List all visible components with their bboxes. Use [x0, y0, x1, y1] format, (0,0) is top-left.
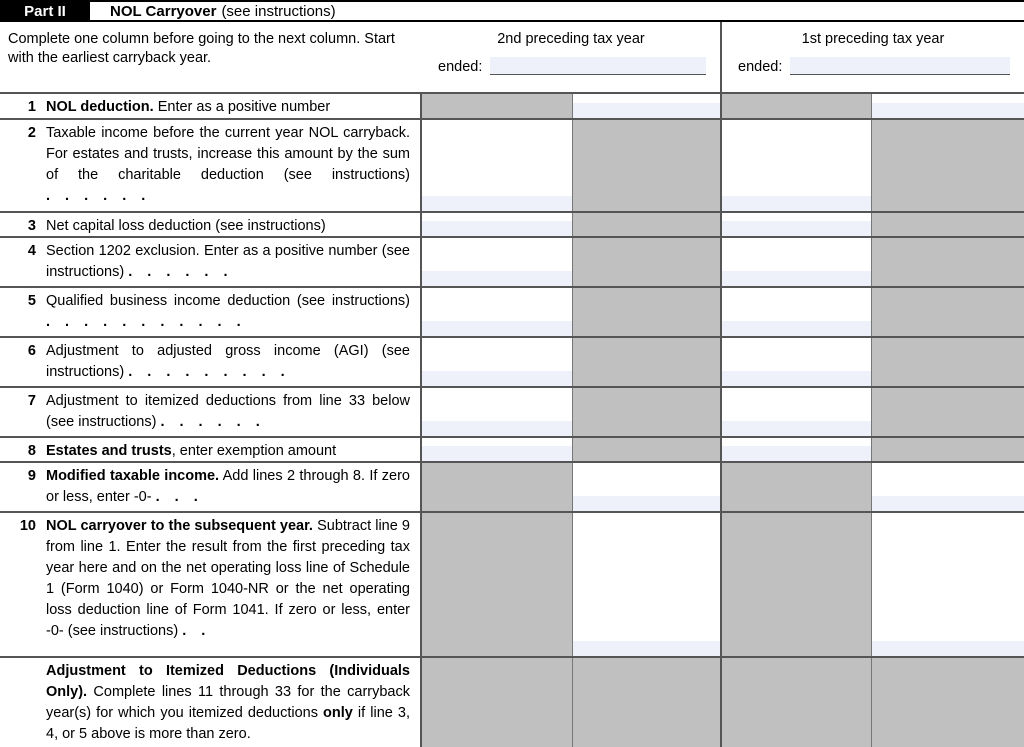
line-8-number: 8 — [27, 443, 36, 459]
entry-underline — [422, 221, 572, 236]
year-column-2nd-ended-row — [422, 47, 720, 75]
footer-note-bold: Adjustment to Itemized Deductions (Individuals Only). — [46, 663, 410, 700]
footer-col1-entry — [422, 658, 573, 747]
entry-underline — [422, 446, 572, 461]
table-row — [0, 94, 1024, 120]
line-3-description — [0, 213, 422, 236]
line-9-col2-cents[interactable] — [872, 463, 1024, 511]
entry-underline — [722, 271, 871, 286]
line-1-description — [0, 94, 422, 118]
line-10-col1-entry — [422, 513, 573, 656]
line-4-col2-entry[interactable] — [722, 238, 872, 286]
footer-note-emphasis: only — [323, 705, 353, 721]
part-header-bar — [0, 0, 1024, 22]
line-10-text — [46, 516, 410, 642]
line-10-col1-cents[interactable] — [573, 513, 722, 656]
line-8-cells — [422, 438, 1024, 461]
line-6-cells — [422, 338, 1024, 386]
line-2-description — [0, 120, 422, 211]
line-6-leader-dots: . . . . . . . . . — [128, 364, 291, 380]
footer-note-row — [0, 658, 1024, 747]
year-column-1st-preceding — [722, 22, 1024, 94]
table-row — [0, 438, 1024, 463]
entry-underline — [722, 371, 871, 386]
line-8-col1-cents — [573, 438, 722, 461]
line-7-col1-cents — [573, 388, 722, 436]
line-8-col2-cents — [872, 438, 1024, 461]
column-instructions: Complete one column before going to the next column. Start with the earliest carryback year. — [0, 22, 422, 94]
entry-underline — [722, 421, 871, 436]
part-title-note: (see instructions) — [221, 2, 336, 20]
line-4-rest: Section 1202 exclusion. Enter as a positive number (see instructions) — [46, 243, 410, 280]
line-9-number: 9 — [27, 468, 36, 484]
line-5-rest: Qualified business income deduction (see instructions) — [46, 293, 410, 309]
entry-underline — [573, 641, 720, 656]
line-9-leader-dots: . . . — [155, 489, 204, 505]
year-column-1st-title: 1st preceding tax year — [801, 31, 945, 47]
entry-underline — [573, 496, 720, 511]
table-row — [0, 213, 1024, 238]
entry-underline — [422, 421, 572, 436]
line-10-col2-cents[interactable] — [872, 513, 1024, 656]
table-row — [0, 388, 1024, 438]
line-5-leader-dots: . . . . . . . . . . . — [46, 314, 247, 330]
line-4-number: 4 — [27, 243, 36, 259]
line-5-text — [46, 291, 410, 333]
line-5-col1-cents — [573, 288, 722, 336]
line-3-text — [46, 216, 410, 237]
footer-note-part1: Complete lines 11 through 33 for the carryback year(s) for which you itemized deductions — [46, 684, 410, 721]
line-2-text — [46, 123, 410, 207]
line-8-description — [0, 438, 422, 461]
footer-note-part2: if line 3, 4, or 5 above is more than zero. — [46, 705, 410, 742]
line-1-bold: NOL deduction. — [46, 99, 154, 115]
line-10-bold: NOL carryover to the subsequent year. — [46, 518, 313, 534]
line-7-text — [46, 391, 410, 433]
line-3-cells — [422, 213, 1024, 236]
line-1-col1-cents[interactable] — [573, 94, 722, 118]
ended-label-2nd: ended: — [438, 59, 483, 75]
footer-col2-entry — [722, 658, 872, 747]
entry-underline — [422, 371, 572, 386]
line-3-col2-entry[interactable] — [722, 213, 872, 236]
line-4-col2-cents — [872, 238, 1024, 286]
line-8-bold: Estates and trusts — [46, 443, 172, 459]
table-row — [0, 120, 1024, 213]
entry-underline — [573, 103, 720, 118]
table-row — [0, 513, 1024, 658]
entry-underline — [872, 103, 1024, 118]
line-3-col2-cents — [872, 213, 1024, 236]
table-row — [0, 338, 1024, 388]
line-9-text — [46, 466, 410, 508]
footer-note-description — [0, 658, 422, 747]
line-2-col1-cents — [573, 120, 722, 211]
line-9-bold: Modified taxable income. — [46, 468, 220, 484]
line-7-col2-entry[interactable] — [722, 388, 872, 436]
part-title — [90, 2, 1024, 20]
line-4-leader-dots: . . . . . . — [128, 264, 234, 280]
line-7-rest: Adjustment to itemized deductions from line 33 below (see instructions) — [46, 393, 410, 430]
line-2-number: 2 — [27, 125, 36, 141]
line-4-text — [46, 241, 410, 283]
line-4-description — [0, 238, 422, 286]
line-1-col2-cents[interactable] — [872, 94, 1024, 118]
entry-underline — [872, 496, 1024, 511]
line-1-text — [46, 97, 410, 118]
entry-underline — [722, 446, 871, 461]
year-column-2nd-preceding — [422, 22, 722, 94]
entry-underline — [422, 196, 572, 211]
line-1-col2-entry — [722, 94, 872, 118]
line-10-col2-entry — [722, 513, 872, 656]
line-8-col1-entry[interactable] — [422, 438, 573, 461]
line-7-col1-entry[interactable] — [422, 388, 573, 436]
table-row — [0, 463, 1024, 513]
line-10-cells — [422, 513, 1024, 656]
line-6-col1-entry[interactable] — [422, 338, 573, 386]
line-3-col1-entry[interactable] — [422, 213, 573, 236]
line-5-col1-entry[interactable] — [422, 288, 573, 336]
line-4-cells — [422, 238, 1024, 286]
line-1-col1-entry — [422, 94, 573, 118]
line-2-cells — [422, 120, 1024, 211]
line-7-cells — [422, 388, 1024, 436]
line-5-description — [0, 288, 422, 336]
line-2-col2-cents — [872, 120, 1024, 211]
table-row — [0, 288, 1024, 338]
line-9-col1-cents[interactable] — [573, 463, 722, 511]
footer-note-text — [46, 661, 410, 745]
line-9-col2-entry — [722, 463, 872, 511]
line-3-col1-cents — [573, 213, 722, 236]
line-7-number: 7 — [27, 393, 36, 409]
line-1-rest: Enter as a positive number — [153, 99, 331, 115]
line-5-cells — [422, 288, 1024, 336]
year-column-1st-ended-row — [722, 47, 1024, 75]
footer-col1-cents — [573, 658, 722, 747]
line-6-col1-cents — [573, 338, 722, 386]
line-7-description — [0, 388, 422, 436]
line-6-col2-entry[interactable] — [722, 338, 872, 386]
line-2-col2-entry[interactable] — [722, 120, 872, 211]
line-8-col2-entry[interactable] — [722, 438, 872, 461]
line-8-rest: , enter exemption amount — [171, 443, 337, 459]
line-3-rest: Net capital loss deduction (see instructions) — [46, 218, 326, 234]
ended-label-1st: ended: — [738, 59, 783, 75]
entry-underline — [722, 196, 871, 211]
form-line-rows — [0, 94, 1024, 747]
line-10-description — [0, 513, 422, 656]
line-1-number: 1 — [27, 99, 36, 115]
line-9-description — [0, 463, 422, 511]
line-6-col2-cents — [872, 338, 1024, 386]
entry-underline — [422, 271, 572, 286]
line-2-leader-dots: . . . . . . — [46, 188, 151, 204]
entry-underline — [872, 641, 1024, 656]
line-7-col2-cents — [872, 388, 1024, 436]
line-6-description — [0, 338, 422, 386]
line-6-number: 6 — [27, 343, 36, 359]
line-4-col1-cents — [573, 238, 722, 286]
line-7-leader-dots: . . . . . . — [160, 414, 266, 430]
line-3-number: 3 — [27, 218, 36, 234]
line-4-col1-entry[interactable] — [422, 238, 573, 286]
line-8-text — [46, 441, 410, 462]
footer-note-cells — [422, 658, 1024, 747]
year-column-2nd-title: 2nd preceding tax year — [497, 31, 645, 47]
entry-underline — [722, 221, 871, 236]
line-1-cells — [422, 94, 1024, 118]
line-9-col1-entry — [422, 463, 573, 511]
form-grid — [0, 22, 1024, 747]
line-6-text — [46, 341, 410, 383]
part-title-main: NOL Carryover — [110, 2, 217, 20]
table-row — [0, 238, 1024, 288]
line-5-number: 5 — [27, 293, 36, 309]
footer-col2-cents — [872, 658, 1024, 747]
line-5-col2-cents — [872, 288, 1024, 336]
line-6-rest: Adjustment to adjusted gross income (AGI) (see instructions) — [46, 343, 410, 380]
ended-input-1st[interactable] — [790, 57, 1010, 75]
line-2-col1-entry[interactable] — [422, 120, 573, 211]
line-2-rest: Taxable income before the current year NOL carryback. For estates and trusts, increase this amount by the sum of the charitable deduction (see instructions) — [46, 125, 410, 183]
entry-underline — [722, 321, 871, 336]
line-10-rest: Subtract line 9 from line 1. Enter the result from the first preceding tax year here and on the net operating loss line of Schedule 1 (Form 1040) or Form 1040-NR or the net operating loss deduction line of Form 1041. If zero or less, enter -0- (see instructions) — [46, 518, 410, 639]
line-10-number: 10 — [19, 518, 36, 534]
line-5-col2-entry[interactable] — [722, 288, 872, 336]
ended-input-2nd[interactable] — [490, 57, 706, 75]
line-9-cells — [422, 463, 1024, 511]
line-10-leader-dots: . . — [182, 623, 211, 639]
line-9-rest: Add lines 2 through 8. If zero or less, enter -0- — [46, 468, 410, 505]
entry-underline — [422, 321, 572, 336]
part-number-tag: Part II — [0, 2, 90, 20]
